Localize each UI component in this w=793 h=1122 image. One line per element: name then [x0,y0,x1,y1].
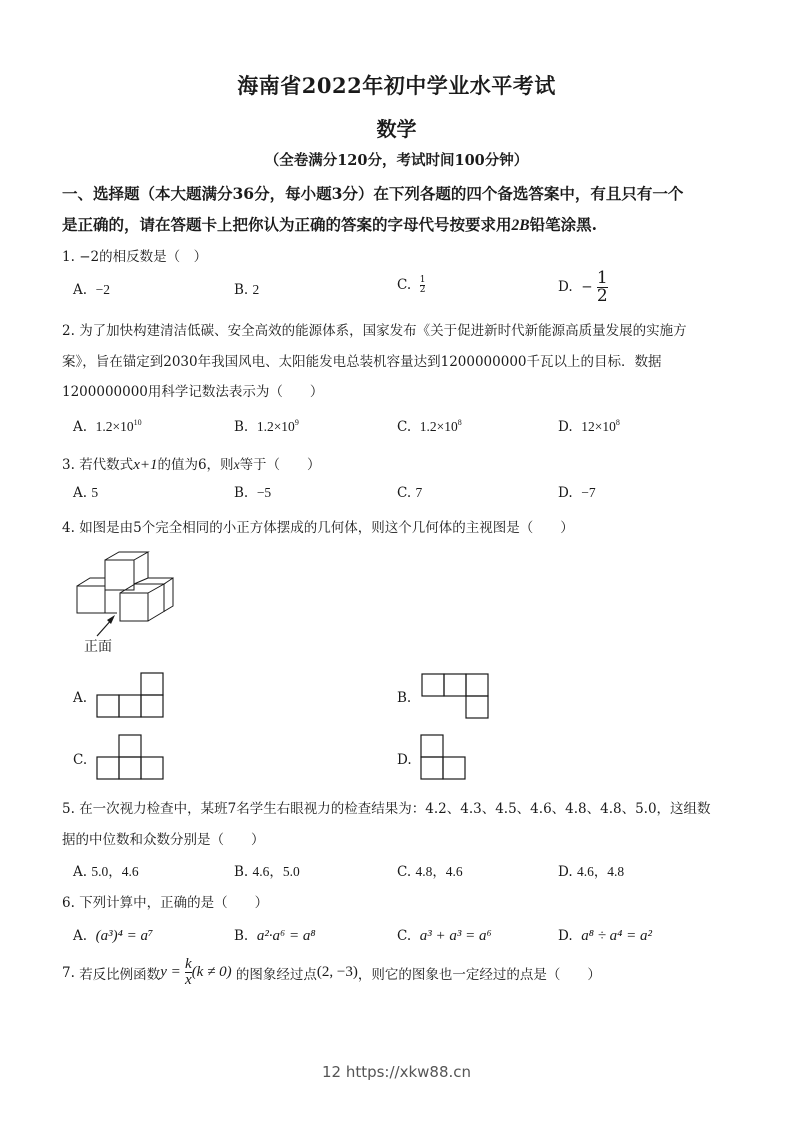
q2-option-c: C. $1.2\times 10^8$ [397,418,462,435]
question-3-stem: 3. 若代数式x+1的值为6，则x等于（ ） [62,457,321,473]
q4-option-d-figure [420,734,468,780]
exam-note: （全卷满分120分，考试时间100分钟） [264,152,529,169]
q6-option-a: A. (a³)⁴ = a⁷ [73,928,154,944]
q4-option-a-figure [96,672,166,718]
question-2-stem-line2: 案》，旨在锚定到2030年我国风电、太阳能发电总装机容量达到1200000000千瓦以上的目标．数据 [62,354,662,370]
q3-option-d: D. −7 [558,485,596,501]
exam-subject: 数学 [376,117,417,141]
question-4-stem: 4. 如图是由5个完全相同的小正方体摆成的几何体，则这个几何体的主视图是（ ） [62,520,574,536]
q3-option-b: B. −5 [234,485,272,501]
question-7-stem: 7. 若反比例函数 y = $\frac{k}{x}$ (k ≠ 0) 的图象经过点 (2, −3) ，则它的图象也一定经过的点是（ ） [62,956,601,988]
question-5-stem-line1: 5. 在一次视力检查中，某班7名学生右眼视力的检查结果为：4.2、4.3、4.5、4.6、4.8、4.8、5.0，这组数 [62,801,711,817]
exam-title: 海南省2022年初中学业水平考试 [237,73,556,98]
question-2-stem-line1: 2. 为了加快构建清洁低碳、安全高效的能源体系，国家发布《关于促进新时代新能源高质量发展的实施方 [62,323,687,339]
figure-label-front: 正面 [84,639,112,655]
q4-option-a-label: A. [73,690,88,706]
question-6-stem: 6. 下列计算中，正确的是（ ） [62,895,269,911]
q3-option-a: A. 5 [73,485,99,501]
fraction: $\frac{1}{2}$ [596,268,608,306]
q2-option-b: B. $1.2\times 10^9$ [234,418,299,435]
section-heading-line2: 是正确的，请在答题卡上把你认为正确的答案的字母代号按要求用2B铅笔涂黑. [62,215,598,234]
q5-option-a: A. 5.0，4.6 [73,864,139,880]
q1-option-b: B. 2 [234,282,260,298]
q5-option-c: C. 4.8，4.6 [397,864,463,880]
q2-option-a: A. $1.2\times 10^{10}$ [73,418,142,435]
q6-option-c: C. a³ + a³ = a⁶ [397,928,492,944]
q2-option-d: D. $12\times 10^8$ [558,418,620,435]
q4-option-b-figure [421,673,491,719]
question-1-stem: 1. −2的相反数是（ ） [62,249,208,265]
q1-option-a: A. −2 [73,282,111,298]
q1-option-d: D. − $\frac{1}{2}$ [558,268,608,306]
q1-option-c: C. $\frac{1}{2}$ [397,275,426,295]
cube-stack-figure [65,540,185,655]
q5-option-b: B. 4.6，5.0 [234,864,300,880]
question-5-stem-line2: 据的中位数和众数分别是（ ） [62,832,265,848]
section-heading-line1: 一、选择题（本大题满分36分，每小题3分）在下列各题的四个备选答案中，有且只有一个 [62,184,684,203]
q4-option-c-label: C. [73,752,88,768]
q4-option-d-label: D. [397,752,412,768]
q4-option-b-label: B. [397,690,412,706]
fraction-k-over-x: $\frac{k}{x}$ [185,956,192,988]
q6-option-b: B. a²·a⁶ = a⁸ [234,928,316,944]
q5-option-d: D. 4.6，4.8 [558,864,625,880]
page-footer: 12 https://xkw88.cn [321,1063,472,1081]
q4-option-c-figure [96,734,166,780]
question-2-stem-line3: 1200000000用科学记数法表示为（ ） [62,384,324,400]
fraction: $\frac{1}{2}$ [419,275,426,295]
q6-option-d: D. a⁸ ÷ a⁴ = a² [558,928,653,944]
q3-option-c: C. 7 [397,485,423,501]
